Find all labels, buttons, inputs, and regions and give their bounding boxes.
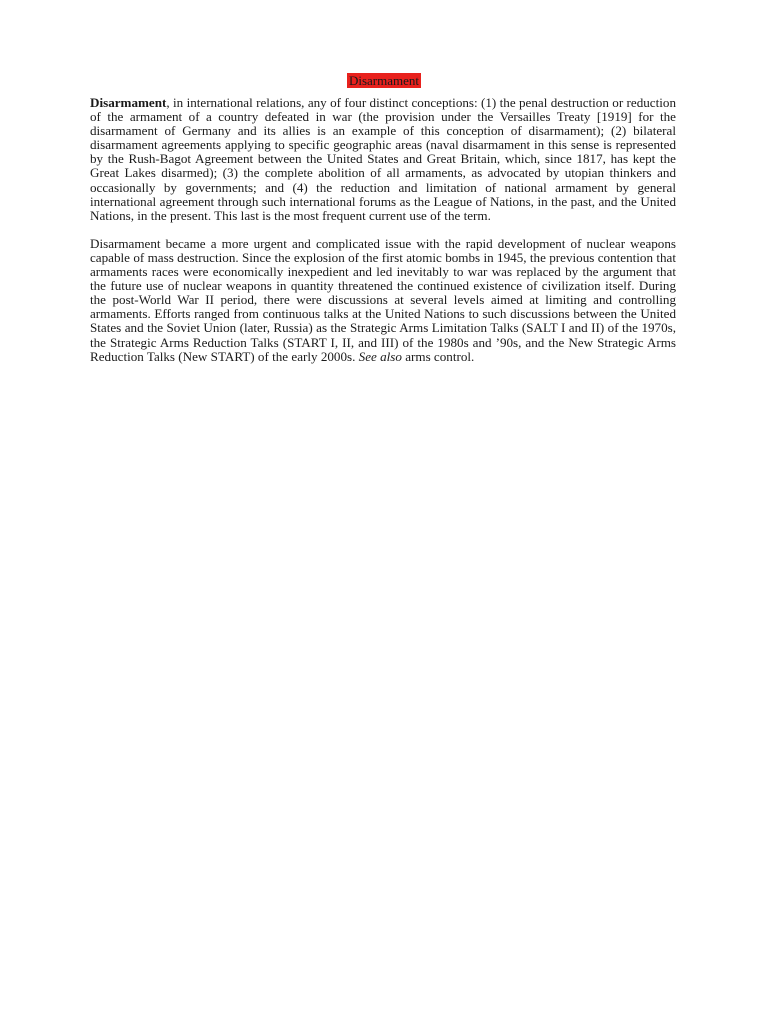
defined-term: Disarmament: [90, 95, 167, 110]
paragraph-history: [90, 237, 676, 364]
definition-text: , in international relations, any of four distinct conceptions: (1) the penal destruction or reduction of the armament of a country defeated in war (the provision under the Versailles Treaty [1919] for the disarmament of Germany and its allies is an example of this conception of disarmament); (2) bilateral disarmament agreements applying to specific geographic areas (naval disarmament in this sense is represented by the Rush-Bagot Agreement between the United States and Great Britain, which, since 1817, has kept the Great Lakes disarmed); (3) the complete abolition of all armaments, as advocated by utopian thinkers and occasionally by governments; and (4) the reduction and limitation of national armament by general international agreement through such international forums as the League of Nations, in the past, and the United Nations, in the present. This last is the most frequent current use of the term.: [90, 95, 676, 223]
document-body: [90, 96, 676, 378]
history-text: Disarmament became a more urgent and complicated issue with the rapid development of nuclear weapons capable of mass destruction. Since the explosion of the first atomic bombs in 1945, the previous contention that armaments races were economically inexpedient and led inevitably to war was replaced by the argument that the future use of nuclear weapons in quantity threatened the continued existence of civilization itself. During the post-World War II period, there were discussions at several levels aimed at limiting and controlling armaments. Efforts ranged from continuous talks at the United Nations to such discussions between the United States and the Soviet Union (later, Russia) as the Strategic Arms Limitation Talks (SALT I and II) of the 1970s, the Strategic Arms Reduction Talks (START I, II, and III) of the 1980s and ’90s, and the New Strategic Arms Reduction Talks (New START) of the early 2000s.: [90, 235, 676, 364]
see-also-label: See also: [358, 348, 402, 364]
document-title: Disarmament: [348, 73, 420, 88]
paragraph-definition: [90, 96, 676, 223]
title-container: [0, 72, 768, 90]
see-also-link[interactable]: arms control.: [401, 348, 475, 364]
